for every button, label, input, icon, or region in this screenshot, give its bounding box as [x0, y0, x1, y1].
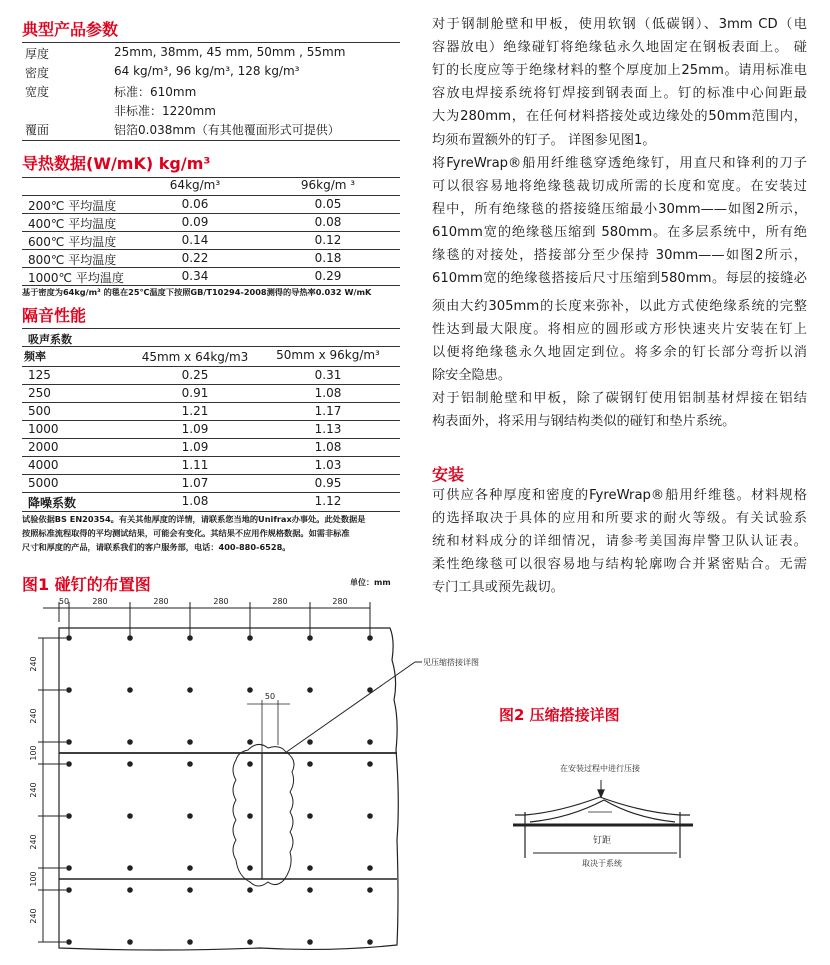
- note-line: 按照标准流程取得的平均测试结果，可能会有变化。其结果不应用作规格数据。如需非标准: [22, 528, 350, 538]
- row-label: 400℃ 平均温度: [28, 217, 117, 231]
- nail-dot: [307, 813, 313, 819]
- row-label: 4000: [28, 458, 59, 472]
- nail-dot: [127, 939, 133, 945]
- paragraph-line: 均须布置额外的钉子。 详图参见图1。: [432, 132, 656, 148]
- cell-45mm: 0.25: [181, 368, 209, 382]
- cell-96: 0.08: [314, 215, 342, 229]
- nail-dot: [307, 939, 313, 945]
- spec-value: 25mm, 38mm, 45 mm, 50mm , 55mm: [114, 45, 346, 59]
- cell-50mm: 1.17: [314, 404, 342, 418]
- nail-dot: [307, 687, 313, 693]
- spacing-label: 钉距: [592, 836, 612, 846]
- cell-45mm: 1.08: [181, 494, 209, 508]
- row-label: 250: [28, 386, 51, 400]
- panel-outline: [59, 628, 398, 950]
- paragraph-line: 容放电焊接系统将钉焊接到钢表面上。钉的标准中心间距最: [432, 86, 807, 102]
- paragraph-line: 可供应各种厚度和密度的FyreWrap®船用纤维毯。材料规格: [432, 488, 807, 503]
- cell-96: 0.05: [314, 197, 342, 211]
- cell-45mm: 1.07: [181, 476, 209, 490]
- cell-96: 0.29: [314, 269, 342, 283]
- paragraph-line: 钉的长度应等于绝缘材料的整个厚度加上25mm。请用标准电: [432, 63, 807, 79]
- nail-dot: [247, 687, 253, 693]
- nail-dot: [247, 939, 253, 945]
- column-header: 64kg/m³: [169, 178, 221, 192]
- dim-label: 240: [29, 656, 38, 672]
- paragraph-line: 对于铝制舱壁和甲板，除了碳钢钉使用铝制基材焊接在铝结: [432, 391, 807, 406]
- spec-label: 宽度: [25, 85, 50, 99]
- paragraph-line: 610mm宽的绝缘毯搭接后尺寸压缩到580mm。每层的接缝必: [432, 271, 807, 287]
- dim-label: 280: [92, 597, 108, 606]
- cell-45mm: 1.09: [181, 422, 209, 436]
- dim-label: 240: [29, 908, 38, 924]
- nail-dot: [187, 813, 193, 819]
- paragraph-line: 可以很容易地将绝缘毯裁切成所需的长度和宽度。在安装过: [432, 178, 807, 194]
- dim-label: 280: [272, 597, 288, 606]
- nail-dot: [127, 761, 133, 767]
- dim-label: 100: [29, 871, 38, 887]
- nail-dot: [187, 739, 193, 745]
- nail-dot: [247, 739, 253, 745]
- dim-label: 240: [29, 782, 38, 798]
- dim-label: 240: [29, 834, 38, 850]
- overlap-cloud: [233, 744, 294, 886]
- paragraph-line: 构表面外，将采用与钢结构类似的碰钉和垫片系统。: [432, 414, 736, 429]
- cell-50mm: 1.13: [314, 422, 342, 436]
- nail-dot: [187, 939, 193, 945]
- cell-64: 0.22: [181, 251, 209, 265]
- nail-dot: [127, 813, 133, 819]
- row-label: 降噪系数: [28, 496, 77, 510]
- row-label: 600℃ 平均温度: [28, 235, 117, 249]
- install-title: 安装: [432, 465, 465, 484]
- spec-value: 64 kg/m³, 96 kg/m³, 128 kg/m³: [114, 64, 300, 78]
- nail-dot: [247, 887, 253, 893]
- column-header: 频率: [24, 350, 46, 363]
- cell-50mm: 0.31: [314, 368, 342, 382]
- dim-label: 280: [213, 597, 229, 606]
- column-header: 45mm x 64kg/m3: [141, 350, 249, 364]
- nail-dot: [367, 865, 373, 871]
- nail-dot: [367, 761, 373, 767]
- paragraph-line: 将FyreWrap®船用纤维毯穿透绝缘钉，用直尺和锋利的刀子: [432, 155, 807, 171]
- nail-dot: [307, 887, 313, 893]
- thermal-note: 基于密度为64kg/m³ 的毯在25℃温度下按照GB/T10294-2008测得的导热率0.032 W/mK: [22, 287, 372, 297]
- spec-label: 覆面: [25, 123, 50, 137]
- row-label: 1000: [28, 422, 59, 436]
- cell-50mm: 1.08: [314, 386, 342, 400]
- row-label: 800℃ 平均温度: [28, 253, 117, 267]
- specs-title: 典型产品参数: [22, 20, 119, 39]
- nail-dot: [127, 865, 133, 871]
- nail-dot: [66, 887, 72, 893]
- fig2-diagram: [513, 780, 693, 858]
- cell-50mm: 0.95: [314, 476, 342, 490]
- paragraph-line: 柔性绝缘毯可以很容易地与结构轮廓吻合并紧密贴合。无需: [432, 557, 807, 572]
- nail-dot: [187, 761, 193, 767]
- cell-64: 0.14: [181, 233, 209, 247]
- callout-label: 见压缩搭接详图: [423, 658, 479, 667]
- nail-dot: [247, 865, 253, 871]
- dim-label: 100: [29, 745, 38, 761]
- nail-dot: [367, 887, 373, 893]
- paragraph-line: 统和材料成分的详细情况，请参考美国海岸警卫队认证表。: [432, 534, 807, 549]
- cell-45mm: 1.11: [181, 458, 209, 472]
- fig1-title: 图1 碰钉的布置图: [22, 575, 151, 594]
- nail-dot: [307, 739, 313, 745]
- paragraph-line: 对于钢制舱壁和甲板，使用软钢（低碳钢）、3mm CD（电: [432, 17, 807, 32]
- acoustic-title: 隔音性能: [22, 306, 87, 325]
- spec-label: 密度: [25, 66, 50, 80]
- paragraph-line: 程中，所有绝缘毯的搭接缝压缩最小30mm——如图2所示，: [432, 201, 807, 217]
- nail-dot: [127, 739, 133, 745]
- column-header: 50mm x 96kg/m³: [276, 348, 380, 362]
- paragraph-line: 缘毯的对接处，搭接部分至少保持 30mm——如图2所示，: [432, 248, 807, 263]
- acoustic-subtitle: 吸声系数: [28, 333, 72, 346]
- paragraph-line: 性达到最大限度。将相应的圆形或方形快速夹片安装在钉上: [432, 322, 807, 337]
- nail-dot: [247, 761, 253, 767]
- nail-dot: [66, 865, 72, 871]
- nail-dot: [127, 687, 133, 693]
- note-line: 试验依据BS EN20354。有关其他厚度的详情，请联系您当地的Unifrax办事处。此处数据是: [22, 514, 366, 524]
- thermal-title: 导热数据(W/mK) kg/m³: [22, 154, 211, 173]
- nail-dot: [367, 687, 373, 693]
- paragraph-line: 以便将绝缘毯永久地固定到位。将多余的钉长部分弯折以消: [432, 345, 807, 360]
- cell-64: 0.09: [181, 215, 209, 229]
- detail-dim-label: 50: [264, 692, 276, 701]
- nail-dot: [367, 939, 373, 945]
- cell-45mm: 1.09: [181, 440, 209, 454]
- cell-45mm: 0.91: [181, 386, 209, 400]
- nail-dot: [307, 761, 313, 767]
- nail-dot: [66, 813, 72, 819]
- cell-50mm: 1.08: [314, 440, 342, 454]
- nail-dot: [367, 739, 373, 745]
- nail-dot: [247, 813, 253, 819]
- system-label: 取决于系统: [582, 859, 622, 868]
- row-label: 125: [28, 368, 51, 382]
- fig1-unit: 单位：mm: [350, 578, 391, 587]
- fig2-title: 图2 压缩搭接详图: [499, 706, 620, 724]
- paragraph-line: 专门工具或预先裁切。: [432, 580, 564, 595]
- dim-label: 50: [58, 597, 70, 606]
- column-header: 96kg/m ³: [300, 178, 356, 192]
- nail-dot: [127, 887, 133, 893]
- nail-dot: [367, 813, 373, 819]
- nail-dot: [66, 761, 72, 767]
- row-label: 200℃ 平均温度: [28, 199, 117, 213]
- spec-label: 厚度: [25, 47, 50, 61]
- nail-dot: [307, 865, 313, 871]
- cell-96: 0.12: [314, 233, 342, 247]
- dim-label: 280: [332, 597, 348, 606]
- note-line: 尺寸和厚度的产品，请联系我们的客户服务部，电话：400-880-6528。: [22, 542, 291, 552]
- nail-dot: [66, 739, 72, 745]
- spec-value: 标准：610mm: [114, 85, 197, 99]
- dim-label: 240: [29, 708, 38, 724]
- nail-dot: [66, 687, 72, 693]
- nail-dot: [187, 687, 193, 693]
- paragraph-line: 610mm宽的绝缘毯压缩到 580mm。在多层系统中，所有绝: [432, 224, 807, 240]
- nail-dot: [187, 865, 193, 871]
- paragraph-line: 的选择取决于具体的应用和所要求的耐火等级。有关试验系: [432, 511, 807, 526]
- arrow-head-icon: [598, 790, 604, 797]
- row-label: 5000: [28, 476, 59, 490]
- dim-label: 280: [153, 597, 169, 606]
- paragraph-line: 容器放电）绝缘碰钉将绝缘毡永久地固定在钢板表面上。 碰: [432, 40, 807, 56]
- cell-64: 0.06: [181, 197, 209, 211]
- row-label: 500: [28, 404, 51, 418]
- spec-value: 铝箔0.038mm（有其他覆面形式可提供）: [114, 123, 340, 137]
- cell-64: 0.34: [181, 269, 209, 283]
- paragraph-line: 大为280mm，在任何材料搭接处或边缘处的50mm范围内，: [432, 109, 807, 125]
- spec-value: 非标准：1220mm: [114, 104, 216, 118]
- cell-96: 0.18: [314, 251, 342, 265]
- cell-50mm: 1.12: [314, 494, 342, 508]
- nail-dot: [187, 887, 193, 893]
- nail-dot: [66, 939, 72, 945]
- paragraph-line: 须由大约305mm的长度来弥补，以此方式使绝缘系统的完整: [432, 299, 807, 314]
- paragraph-line: 除安全隐患。: [432, 368, 512, 383]
- cell-50mm: 1.03: [314, 458, 342, 472]
- row-label: 1000℃ 平均温度: [28, 271, 124, 285]
- row-label: 2000: [28, 440, 59, 454]
- cell-45mm: 1.21: [181, 404, 209, 418]
- press-label: 在安装过程中进行压接: [560, 764, 640, 773]
